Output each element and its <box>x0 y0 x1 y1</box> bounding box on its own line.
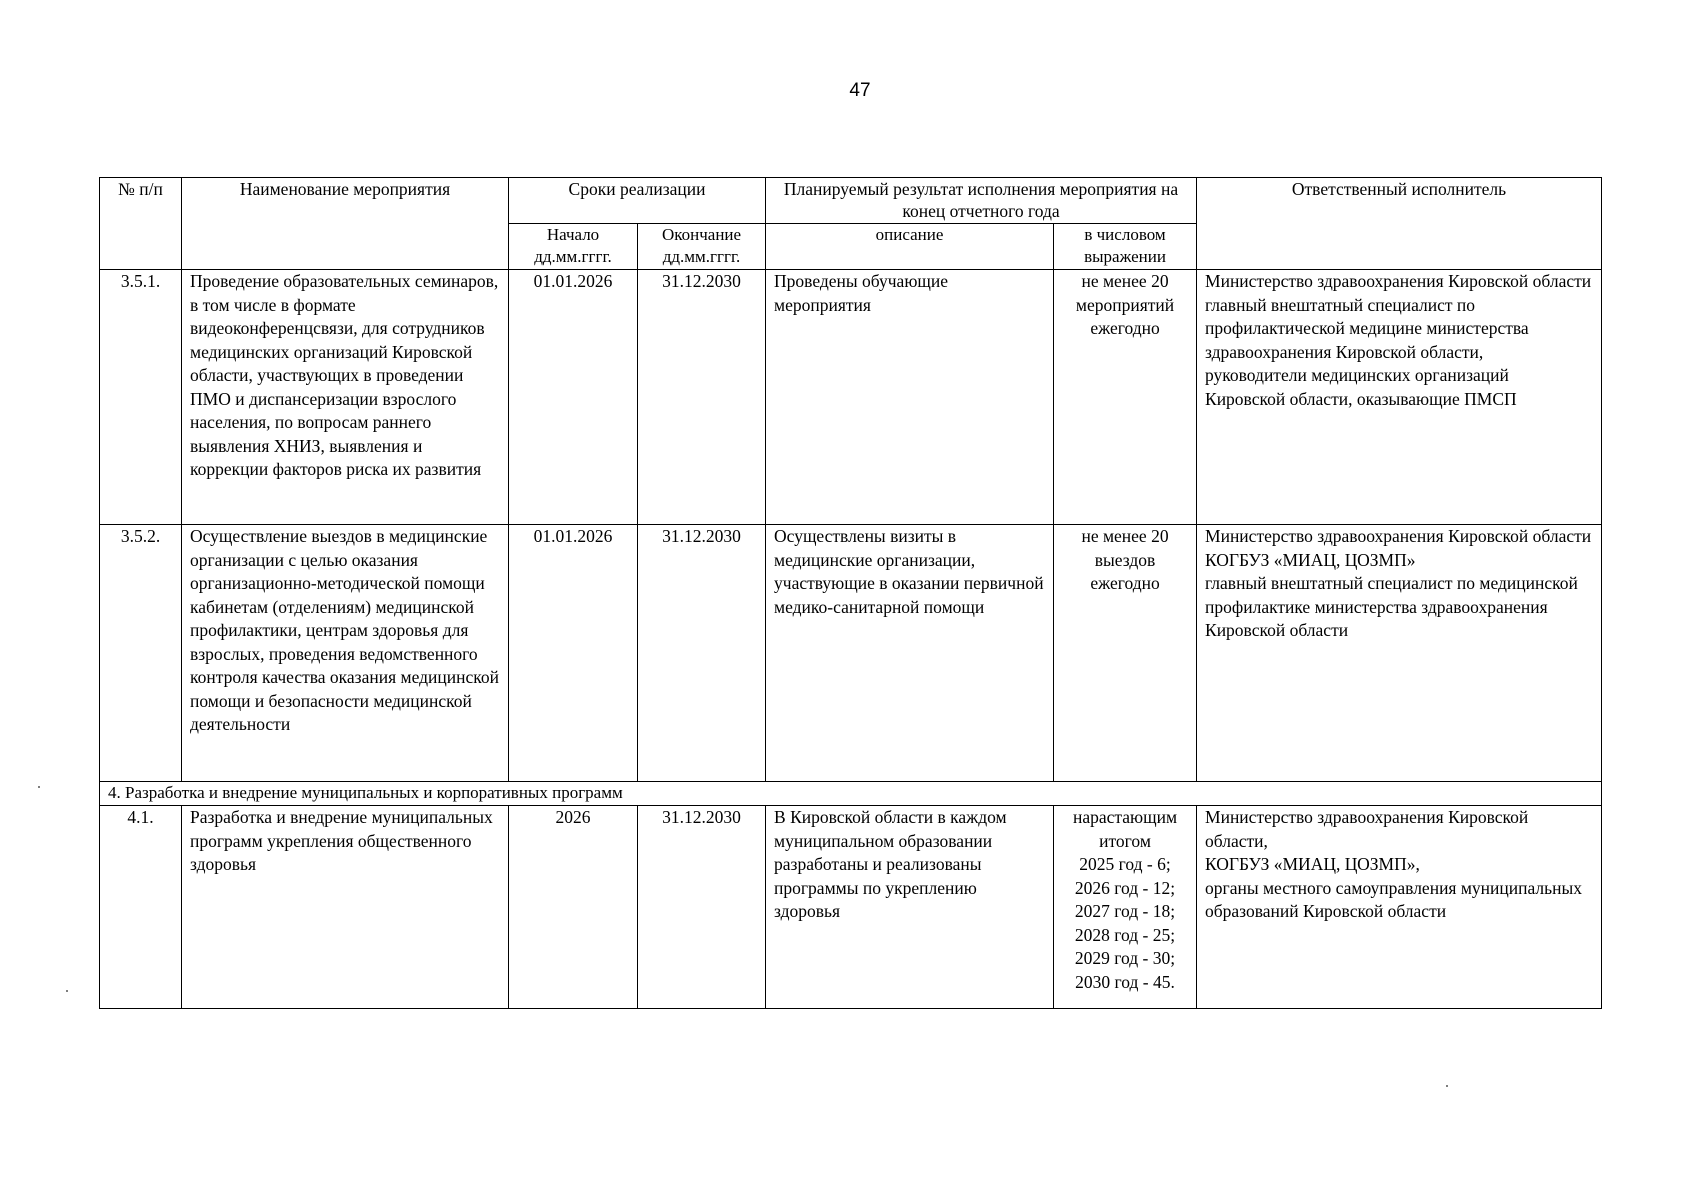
row-start: 2026 <box>509 806 638 1009</box>
row-num: 3.5.2. <box>100 525 182 782</box>
header-num: № п/п <box>100 178 182 270</box>
header-timing: Сроки реализации <box>509 178 766 224</box>
row-end: 31.12.2030 <box>638 806 766 1009</box>
section-title: 4. Разработка и внедрение муниципальных и корпоративных программ <box>100 782 1602 806</box>
row-start: 01.01.2026 <box>509 525 638 782</box>
header-end: Окончание дд.мм.гггг. <box>638 224 766 270</box>
row-description: Проведены обучающие мероприятия <box>766 270 1054 525</box>
section-row <box>100 782 1602 806</box>
row-start: 01.01.2026 <box>509 270 638 525</box>
row-name: Проведение образовательных семинаров, в том числе в формате видеоконференцсвязи, для сотрудников медицинских организаций Кировской области, участвующих в проведении ПМО и диспансеризации взрослого населения, по вопросам раннего выявления ХНИЗ, выявления и коррекции факторов риска их развития <box>182 270 509 525</box>
row-responsible: Министерство здравоохранения Кировской области, КОГБУЗ «МИАЦ, ЦОЗМП», органы местного самоуправления муниципальных образований Кировской области <box>1197 806 1602 1009</box>
row-num: 4.1. <box>100 806 182 1009</box>
row-description: В Кировской области в каждом муниципальном образовании разработаны и реализованы программы по укреплению здоровья <box>766 806 1054 1009</box>
row-name: Разработка и внедрение муниципальных программ укрепления общественного здоровья <box>182 806 509 1009</box>
row-responsible: Министерство здравоохранения Кировской области главный внештатный специалист по профилактической медицине министерства здравоохранения Кировской области, руководители медицинских организаций Кировской области, оказывающие ПМСП <box>1197 270 1602 525</box>
table-row <box>100 806 1602 1009</box>
measures-table <box>99 177 1602 1009</box>
header-description: описание <box>766 224 1054 270</box>
header-start: Начало дд.мм.гггг. <box>509 224 638 270</box>
scan-speck <box>66 990 68 992</box>
row-numeric: не менее 20 мероприятий ежегодно <box>1054 270 1197 525</box>
header-row <box>100 178 1602 224</box>
table-row <box>100 270 1602 525</box>
table-row <box>100 525 1602 782</box>
row-end: 31.12.2030 <box>638 525 766 782</box>
scan-speck <box>1446 1085 1448 1087</box>
row-numeric: нарастающим итогом 2025 год - 6; 2026 год - 12; 2027 год - 18; 2028 год - 25; 2029 год - 30; 2030 год - 45. <box>1054 806 1197 1009</box>
row-responsible: Министерство здравоохранения Кировской области КОГБУЗ «МИАЦ, ЦОЗМП» главный внештатный специалист по медицинской профилактике министерства здравоохранения Кировской области <box>1197 525 1602 782</box>
header-result: Планируемый результат исполнения мероприятия на конец отчетного года <box>766 178 1197 224</box>
header-responsible: Ответственный исполнитель <box>1197 178 1602 270</box>
scan-speck <box>38 786 40 788</box>
row-numeric: не менее 20 выездов ежегодно <box>1054 525 1197 782</box>
row-num: 3.5.1. <box>100 270 182 525</box>
header-numeric: в числовом выражении <box>1054 224 1197 270</box>
row-description: Осуществлены визиты в медицинские организации, участвующие в оказании первичной медико-санитарной помощи <box>766 525 1054 782</box>
page-number: 47 <box>849 80 871 101</box>
row-name: Осуществление выездов в медицинские организации с целью оказания организационно-методической помощи кабинетам (отделениям) медицинской профилактики, центрам здоровья для взрослых, проведения ведомственного контроля качества оказания медицинской помощи и безопасности медицинской деятельности <box>182 525 509 782</box>
row-end: 31.12.2030 <box>638 270 766 525</box>
header-name: Наименование мероприятия <box>182 178 509 270</box>
